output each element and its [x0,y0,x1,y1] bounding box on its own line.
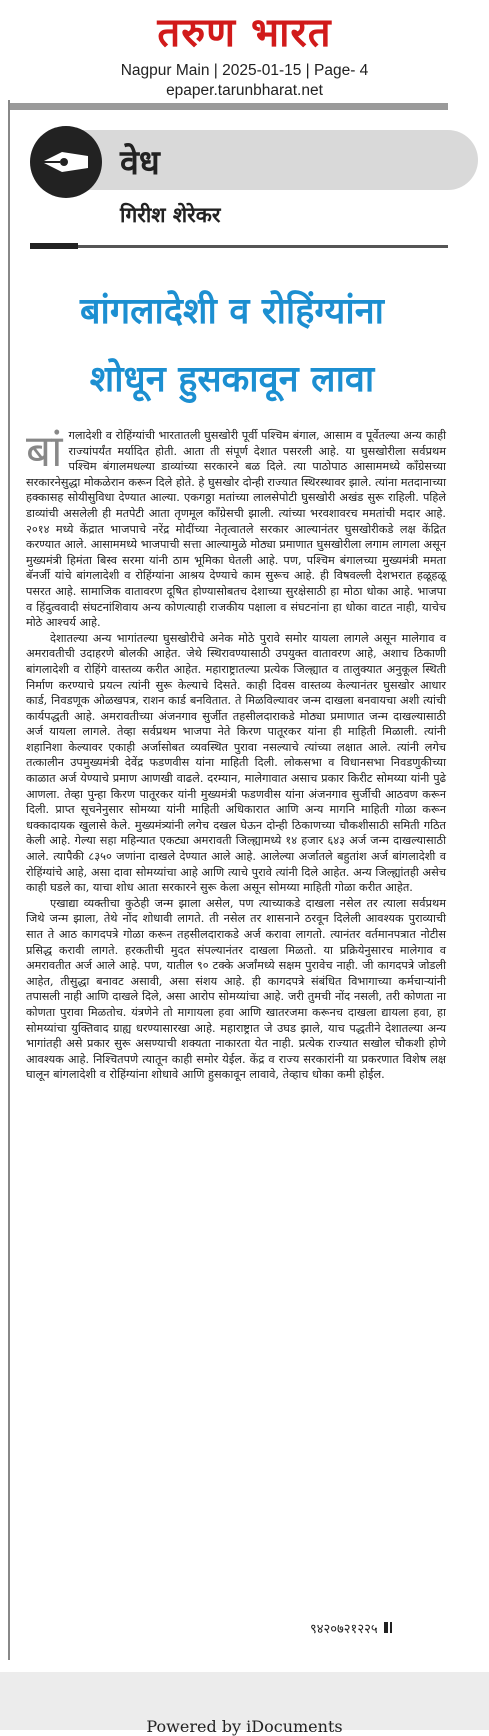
footer-powered-by[interactable]: Powered by iDocuments [146,1717,343,1736]
pen-nib-icon [30,126,102,198]
edition-line: Nagpur Main | 2025-01-15 | Page- 4 [120,62,369,79]
masthead [0,12,489,54]
column-icon-circle [30,126,102,198]
author-rule-thin [78,245,448,248]
paragraph-2: देशातल्या अन्य भागांतल्या घुसखोरीचे अनेक मोठे पुरावे समोर यायला लागले असून मालेगाव व अमरावतीची उदाहरणे बोलकी आहेत. जेथे स्थिरावण्यासाठी उपयुक्त वातावरण आहे, अशाच ठिकाणी बांगलादेशी व रोहिंगे वास्तव्य करीत आहेत. महाराष्ट्रातल्या प्रत्येक जिल्ह्यात व तालुक्यात अनुकूल स्थिती निर्माण करण्याचे प्रयत्न त्यांनी सुरू केल्याचे दिसते. काही दिवस वास्तव्य केल्यानंतर घुसखोर आधार कार्ड, निवडणूक ओळखपत्र, राशन कार्ड बनवितात. ते मिळविल्यावर जन्म दाखला बनवायचा अशी त्यांची कार्यपद्धती आहे. अमरावतीच्या अंजनगाव सुर्जीत तहसीलदाराकडे मोठ्या प्रमाणात जन्म दाखल्यासाठी अर्ज यायला लागले. तेव्हा सर्वप्रथम भाजपा नेते किरण पातूरकर यांना ही माहिती मिळाली. त्यांनी शहानिशा केल्यावर एकाही अर्जासोबत व्यवस्थित पुरावा नसल्याचे त्यांच्या लक्षात आले. त्यांनी लगेच तत्कालीन उपमुख्यमंत्री देवेंद्र फडणवीस यांना माहिती दिली. लोकसभा व विधानसभा निवडणुकीच्या काळात अर्ज येण्याचे प्रमाण आणखी वाढले. दरम्यान, मालेगावात असाच प्रकार किरीट सोमय्या यांनी पुढे आणला. तेव्हा पुन्हा किरण पातूरकर यांनी मुख्यमंत्री फडणवीस यांना अंजनगाव सुर्जीची आठवण करून दिली. प्राप्त सूचनेनुसार सोमय्या यांनी माहिती अधिकारात आणि अन्य मागनि माहिती गोळा करून धक्कादायक खुलासे केले. मुख्यमंत्र्यांनी लगेच दखल घेऊन दोन्ही ठिकाणच्या चौकशीसाठी समिती गठित केली आहे. गेल्या सहा महिन्यात एकट्या अमरावती जिल्ह्यामध्ये १४ हजार ६४३ अर्ज जन्म दाखल्यासाठी आले. त्यापैकी ८३५० जणांना दाखले देण्यात आले आहे. आलेल्या अर्जातले बहुतांश अर्ज बांगलादेशी व रोहिंग्यांचे आहे, असा दावा सोमय्यांचा आहे आणि त्याचे पुरावे त्यांनी दिले आहेत. अन्य जिल्ह्यांतही असेच काही घडले का, याचा शोध आता सरकारने सुरू केला असून सोमय्या माहिती गोळा करीत आहेत. [26,631,446,895]
drop-cap: बां [26,426,63,477]
end-mark [384,1622,388,1633]
headline-line-2: शोधून हुसकावून लावा [89,359,375,400]
column-name: वेध [120,143,160,183]
column-header [30,126,448,198]
article-top-bar [10,103,448,110]
headline [22,278,442,414]
author-rule-thick [30,243,78,249]
article-body [26,428,446,1083]
paragraph-3: एखाद्या व्यक्तीचा कुठेही जन्म झाला असेल, पण त्याच्याकडे दाखला नसेल तर त्याला सर्वप्रथम जिथे जन्म झाला, तेथे नोंद शोधावी लागते. ती नसेल तर शासनाने ठरवून दिलेली आवश्यक पुराव्याची सात ते आठ कागदपत्रे गोळा करून तहसीलदाराकडे अर्ज करावा लागतो. त्यानंतर वर्तमानपत्रात नोटीस प्रसिद्ध करावी लागते. हरकतीची मुदत संपल्यानंतर दाखला मिळतो. या प्रक्रियेनुसारच मालेगाव व अमरावतीत अर्ज आले आहे. पण, यातील ९० टक्के अर्जांमध्ये सक्षम पुरावेच नाही. जी कागदपत्रे जोडली आहेत, तीसुद्धा बनावट असावी, असा संशय आहे. ही कागदपत्रे संबंधित विभागाच्या कर्मचाऱ्यांनी तपासली नाही आणि दाखले दिले, असा आरोप सोमय्यांचा आहे. जरी तुमची नोंद नसली, तरी कोणता ना कोणता पुरावा मिळतोच. यंत्रणेने तो मागायला हवा आणि खातरजमा करूनच दाखला द्यायला हवा, हा सोमय्यांचा युक्तिवाद ग्राह्य धरण्यासारखा आहे. महाराष्ट्रात जे उघड झाले, याच पद्धतीने देशातल्या अन्य भागांतही असे प्रकार सुरू असण्याची शक्यता नाकारता येत नाही. प्रत्येक राज्यात सखोल चौकशी होणे आवश्यक आहे. निश्चितपणे त्यातून काही समोर येईल. केंद्र व राज्य सरकारांनी या प्रकरणात विशेष लक्ष घालून बांगलादेशी व रोहिंग्यांना शोधावे आणि हुसकावून लावावे, तेव्हाच धोका कमी होईल. [26,896,446,1082]
epaper-url[interactable]: epaper.tarunbharat.net [166,82,323,99]
signoff-number: ९४२०७२१२२५ [310,1622,378,1637]
newspaper-logo[interactable]: तरुण भारत [157,10,332,56]
author-name: गिरीश शेरेकर [120,203,221,227]
paragraph-1 [26,428,446,631]
article-signoff [310,1619,392,1637]
paragraph-1-text: गलादेशी व रोहिंग्यांची भारतातली घुसखोरी पूर्वी पश्चिम बंगाल, आसाम व पूर्वेतल्या अन्य काही राज्यांपर्यंत मर्यादित होती. आता ती संपूर्ण देशात पसरली आहे. या घुसखोरीला सर्वप्रथम पश्चिम बंगालमधल्या डाव्यांच्या सरकारने बळ दिले. त्या पाठोपाठ आसाममध्ये काँग्रेसच्या सरकारनेसुद्धा मोकळेरान करून दिले होते. हे घुसखोर दोन्ही राज्यात स्थिरस्थावर झाले. त्यांना मतदानाच्या हक्कासह सोयीसुविधा देण्यात आल्या. एकगठ्ठा मतांच्या लालसेपोटी घुसखोरी अखंड सुरू राहिली. पहिले डाव्यांची असलेली ही मतपेटी आता तृणमूल काँग्रेसची झाली. त्यांच्या भरवशावरच ममतांची मदार आहे. २०१४ मध्ये केंद्रात भाजपाचे नरेंद्र मोदींच्या नेतृत्वातले सरकार आल्यानंतर घुसखोरीकडे लक्ष केंद्रित करण्यात आले. आसाममध्ये भाजपाची सत्ता आल्यामुळे मोठ्या प्रमाणात घुसखोरीला लगाम लागला असून मुख्यमंत्री हिमंता बिस्व सरमा यांनी ठाम भूमिका घेतली आहे. पण, पश्चिम बंगालच्या मुख्यमंत्री ममता बॅनर्जी यांचे बांगलादेशी व रोहिंग्यांना आश्रय देण्याचे काम सुरूच आहे. ही विषवल्ली देशभरात हळूहळू पसरत आहे. सामाजिक वातावरण दूषित होण्यासोबतच देशाच्या सुरक्षेसाठी हा मोठा धोका आहे. भाजपा व हिंदुत्ववादी संघटनांशिवाय अन्य कोणत्याही राजकीय पक्षाला व संघटनांना हा धोका वाटत नाही, याचेच मोठे आश्चर्य आहे. [26,429,446,630]
end-mark-thin [390,1622,392,1633]
headline-line-1: बांगलादेशी व रोहिंग्यांना [80,291,384,332]
